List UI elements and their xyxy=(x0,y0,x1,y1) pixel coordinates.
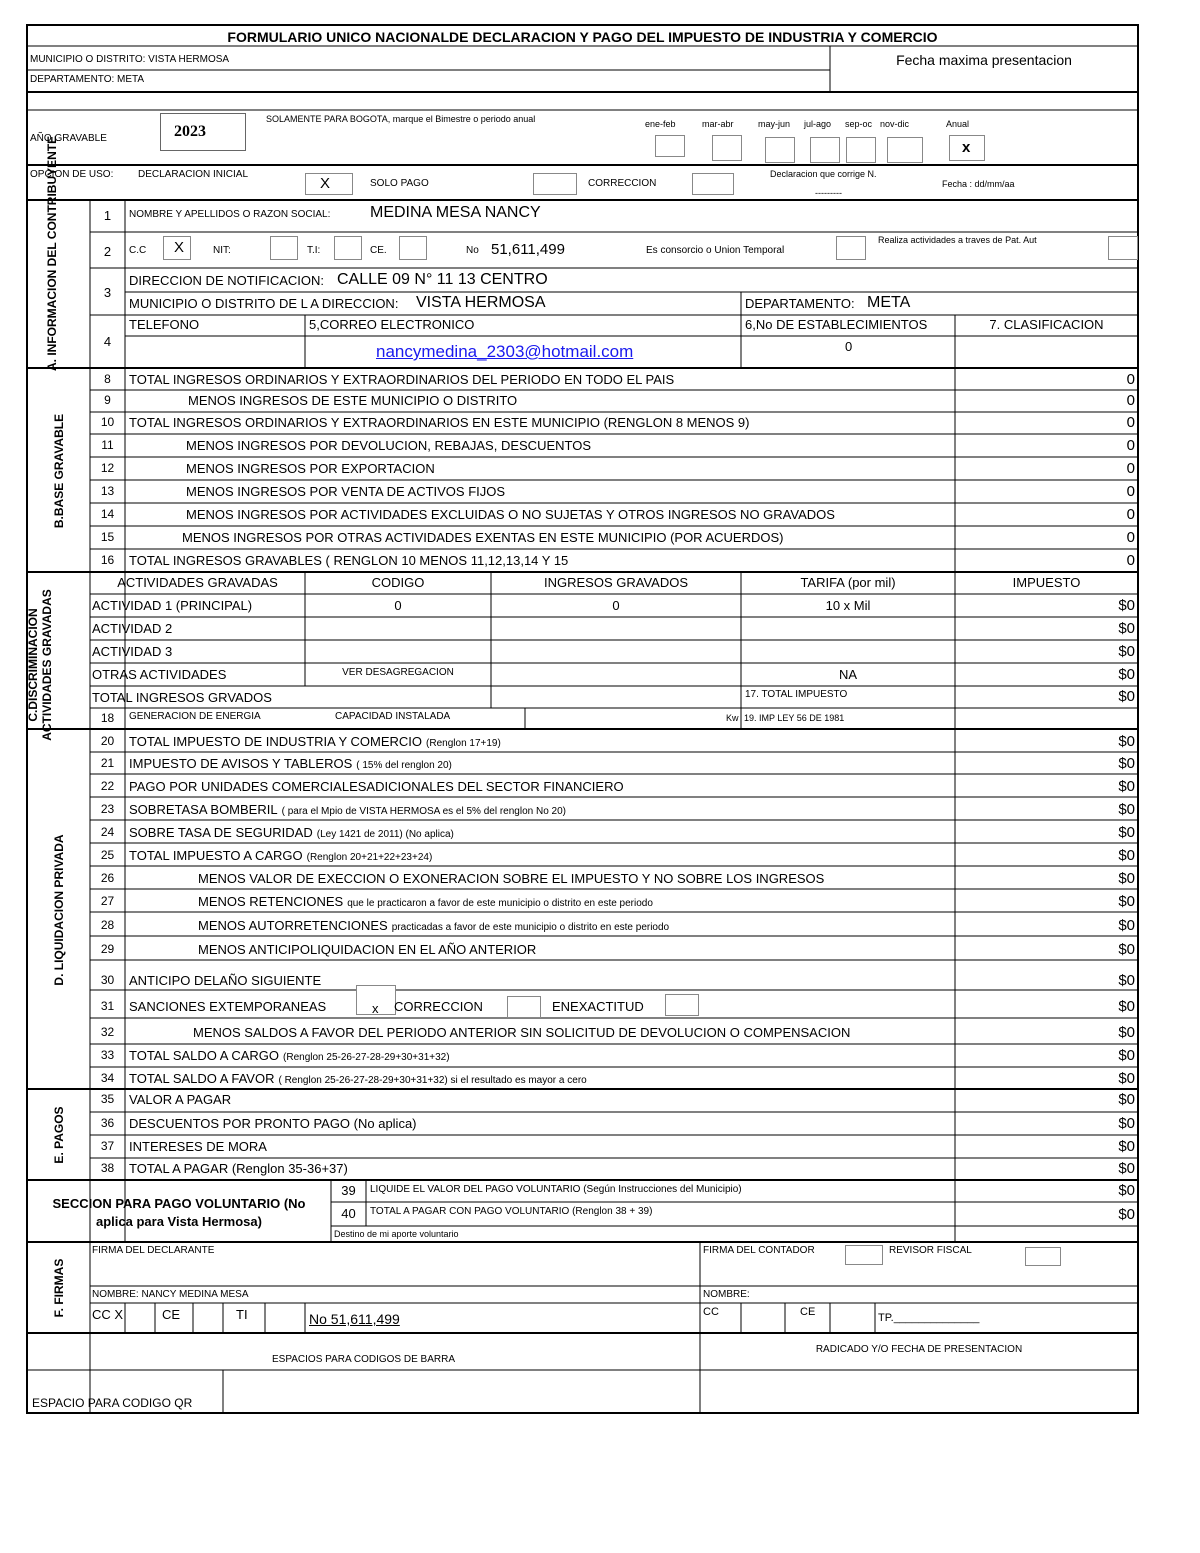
row-label xyxy=(186,439,591,452)
row-label xyxy=(129,1093,231,1106)
row-label xyxy=(182,531,783,544)
row-label xyxy=(129,849,432,863)
actividad-1-impuesto: $0 xyxy=(1118,597,1135,614)
documento-numero: 51,611,499 xyxy=(491,241,565,258)
opcion-uso-label: OPCION DE USO: xyxy=(30,169,114,180)
ce-contador-label: CE xyxy=(800,1306,816,1318)
espacio-codigos-barra: ESPACIOS PARA CODIGOS DE BARRA xyxy=(271,1354,455,1365)
row-number: 37 xyxy=(100,1139,115,1153)
header-tarifa: TARIFA (por mil) xyxy=(800,575,896,590)
row-value: $0 xyxy=(1118,1091,1135,1108)
espacio-codigo-qr: ESPACIO PARA CODIGO QR xyxy=(32,1396,193,1410)
period-mar-abr: mar-abr xyxy=(702,119,734,129)
row-label-note: ( para el Mpio de VISTA HERMOSA es el 5% del renglon No 20) xyxy=(281,806,566,817)
pago-voluntario-label: LIQUIDE EL VALOR DEL PAGO VOLUNTARIO (Según Instrucciones del Municipio) xyxy=(370,1184,742,1195)
period-sep-oc: sep-oc xyxy=(845,119,873,129)
header-ingresos: INGRESOS GRAVADOS xyxy=(544,575,688,590)
row-label-text: MENOS VALOR DE EXECCION O EXONERACION SOBRE EL IMPUESTO Y NO SOBRE LOS INGRESOS xyxy=(198,871,825,886)
checkbox-sep-oc[interactable] xyxy=(846,137,876,163)
voluntario-title-1: SECCION PARA PAGO VOLUNTARIO (No xyxy=(52,1196,306,1211)
row-label xyxy=(129,1162,348,1175)
row-number: 36 xyxy=(100,1116,115,1130)
row-value: $0 xyxy=(1118,1138,1135,1155)
row-label xyxy=(186,462,435,475)
checkbox-contador[interactable] xyxy=(845,1245,883,1265)
row-label xyxy=(129,757,452,771)
otras-actividades-label: OTRAS ACTIVIDADES xyxy=(92,667,227,682)
declaracion-corrige-blank: --------- xyxy=(815,188,842,198)
row-label-text: MENOS INGRESOS POR EXPORTACION xyxy=(186,461,435,476)
checkbox-patrimonio[interactable] xyxy=(1108,236,1138,260)
row-label-text: TOTAL IMPUESTO DE INDUSTRIA Y COMERCIO xyxy=(129,734,423,749)
row-label-text: VALOR A PAGAR xyxy=(129,1092,232,1107)
anual-mark: x xyxy=(962,139,971,156)
row-label-text: TOTAL INGRESOS ORDINARIOS Y EXTRAORDINARIOS DEL PERIODO EN TODO EL PAIS xyxy=(129,372,675,387)
actividad-1-ingresos: 0 xyxy=(612,598,620,613)
cc-label: C.C xyxy=(129,245,147,256)
checkbox-ti[interactable] xyxy=(334,236,362,260)
row-value: 0 xyxy=(1126,460,1135,477)
departamento-direccion-value: META xyxy=(867,294,911,311)
row-value: $0 xyxy=(1118,778,1135,795)
municipio-direccion-label: MUNICIPIO O DISTRITO DE L A DIRECCION: xyxy=(129,296,399,311)
otras-tarifa: NA xyxy=(838,667,858,682)
cc-contador-label: CC xyxy=(703,1306,719,1318)
departamento-label: DEPARTAMENTO: META xyxy=(30,74,145,85)
period-ene-feb: ene-feb xyxy=(645,119,676,129)
section-d-title: D. LIQUIDACION PRIVADA xyxy=(52,834,66,986)
ce-label: CE. xyxy=(370,245,387,256)
bogota-note: SOLAMENTE PARA BOGOTA, marque el Bimestre o periodo anual xyxy=(266,114,536,124)
firma-contador-label: FIRMA DEL CONTADOR xyxy=(703,1245,815,1256)
row-label-note: que le practicaron a favor de este municipio o distrito en este periodo xyxy=(347,898,653,909)
row-value: $0 xyxy=(1118,893,1135,910)
row-number: 13 xyxy=(100,484,115,498)
actividad-1-codigo: 0 xyxy=(394,598,402,613)
row-value: $0 xyxy=(1118,733,1135,750)
sanciones-mark: x xyxy=(372,1001,379,1016)
period-nov-dic: nov-dic xyxy=(880,119,910,129)
no-label: No xyxy=(466,245,479,256)
kw-label: Kw xyxy=(726,713,739,723)
row-label xyxy=(129,416,750,429)
row-label xyxy=(186,508,835,521)
total-impuesto-value: $0 xyxy=(1118,688,1135,705)
telefono-label: TELEFONO xyxy=(129,317,200,332)
row-label xyxy=(129,735,501,749)
generacion-energia-label: GENERACION DE ENERGIA xyxy=(129,711,261,722)
row-label-text: INTERESES DE MORA xyxy=(129,1139,267,1154)
checkbox-consorcio[interactable] xyxy=(836,236,866,260)
row-label-text: PAGO POR UNIDADES COMERCIALESADICIONALES DEL SECTOR FINANCIERO xyxy=(129,779,624,794)
destino-aporte-label: Destino de mi aporte voluntario xyxy=(334,1229,459,1239)
nombre-declarante: NOMBRE: NANCY MEDINA MESA xyxy=(92,1289,249,1300)
row-label xyxy=(129,1140,267,1153)
row-number: 4 xyxy=(103,334,112,349)
checkbox-revisor[interactable] xyxy=(1025,1247,1061,1266)
row-number: 14 xyxy=(100,507,115,521)
nombre-value: MEDINA MESA NANCY xyxy=(370,204,541,221)
row-label xyxy=(198,895,653,909)
row-label-text: MENOS INGRESOS POR VENTA DE ACTIVOS FIJOS xyxy=(186,484,506,499)
row-label-text: TOTAL SALDO A CARGO xyxy=(129,1048,280,1063)
row-value: 0 xyxy=(1126,529,1135,546)
tp-label: TP.______________ xyxy=(878,1312,980,1324)
actividad-3-impuesto: $0 xyxy=(1118,643,1135,660)
revisor-fiscal-label: REVISOR FISCAL xyxy=(889,1245,972,1256)
row-number: 40 xyxy=(341,1206,356,1221)
otras-impuesto: $0 xyxy=(1118,666,1135,683)
row-number: 30 xyxy=(100,973,115,987)
checkbox-correccion[interactable] xyxy=(692,173,734,195)
ti-label: T.I: xyxy=(307,245,321,256)
checkbox-nit[interactable] xyxy=(270,236,298,260)
row-value: $0 xyxy=(1118,917,1135,934)
period-jul-ago: jul-ago xyxy=(804,119,832,129)
row-label-text: IMPUESTO DE AVISOS Y TABLEROS xyxy=(129,756,353,771)
row-number: 18 xyxy=(100,711,115,725)
row-label xyxy=(129,803,566,817)
row-label-text: SANCIONES EXTEMPORANEAS xyxy=(129,999,327,1014)
section-f-title: F. FIRMAS xyxy=(52,1258,66,1318)
row-number: 33 xyxy=(100,1048,115,1062)
fecha-formato: Fecha : dd/mm/aa xyxy=(942,179,1015,189)
row-number: 31 xyxy=(100,999,115,1013)
row-number: 27 xyxy=(100,894,115,908)
row-number: 34 xyxy=(100,1071,115,1085)
header-actividades: ACTIVIDADES GRAVADAS xyxy=(117,575,278,590)
declaracion-inicial-label: DECLARACION INICIAL xyxy=(138,169,249,180)
row-label-text: TOTAL IMPUESTO A CARGO xyxy=(129,848,303,863)
actividad-2-impuesto: $0 xyxy=(1118,620,1135,637)
actividad-2-label: ACTIVIDAD 2 xyxy=(92,621,173,636)
row-value: $0 xyxy=(1118,1070,1135,1087)
row-value: $0 xyxy=(1118,1160,1135,1177)
row-label-text: MENOS AUTORRETENCIONES xyxy=(198,918,388,933)
row-number: 21 xyxy=(100,756,115,770)
row-label-note: (Renglon 17+19) xyxy=(426,738,501,749)
direccion-value: CALLE 09 N° 11 13 CENTRO xyxy=(337,271,548,288)
row-value: $0 xyxy=(1118,801,1135,818)
row-number: 22 xyxy=(100,779,115,793)
municipio-direccion-value: VISTA HERMOSA xyxy=(416,294,546,311)
form-title: FORMULARIO UNICO NACIONALDE DECLARACION Y PAGO DEL IMPUESTO DE INDUSTRIA Y COMERCIO xyxy=(227,29,938,45)
row-label xyxy=(129,780,624,793)
row-value: $0 xyxy=(1118,755,1135,772)
row-label-text: SOBRETASA BOMBERIL xyxy=(129,802,278,817)
row-value: 0 xyxy=(1126,506,1135,523)
row-label-text: MENOS RETENCIONES xyxy=(198,894,344,909)
checkbox-correccion-31[interactable] xyxy=(507,996,541,1018)
row-label-text: MENOS SALDOS A FAVOR DEL PERIODO ANTERIOR SIN SOLICITUD DE DEVOLUCION O COMPENSACION xyxy=(193,1025,851,1040)
firma-declarante-label: FIRMA DEL DECLARANTE xyxy=(92,1245,215,1256)
sanciones-correccion-label: CORRECCION xyxy=(394,999,483,1014)
checkbox-ce[interactable] xyxy=(399,236,427,260)
row-label xyxy=(129,974,321,987)
row-value: $0 xyxy=(1118,1115,1135,1132)
inexactitud-label: ENEXACTITUD xyxy=(552,999,644,1014)
radicado-label: RADICADO Y/O FECHA DE PRESENTACION xyxy=(815,1344,1023,1355)
row-value: $0 xyxy=(1118,998,1135,1015)
row-value: $0 xyxy=(1118,972,1135,989)
declaracion-corrige-label: Declaracion que corrige N. xyxy=(770,169,877,179)
actividad-1-label: ACTIVIDAD 1 (PRINCIPAL) xyxy=(92,598,253,613)
row-number: 24 xyxy=(100,825,115,839)
solo-pago-label: SOLO PAGO xyxy=(370,178,429,189)
row-label-note: (Ley 1421 de 2011) (No aplica) xyxy=(316,829,454,840)
nombre-label: NOMBRE Y APELLIDOS O RAZON SOCIAL: xyxy=(129,209,331,220)
section-c-title: C.DISCRIMINACION ACTIVIDADES GRAVADAS xyxy=(26,589,54,741)
ccx-label: CC X xyxy=(92,1307,124,1322)
row-label-text: SOBRE TASA DE SEGURIDAD xyxy=(129,825,313,840)
actividad-1-tarifa: 10 x Mil xyxy=(825,598,871,613)
row-number: 20 xyxy=(100,734,115,748)
direccion-label: DIRECCION DE NOTIFICACION: xyxy=(129,273,325,288)
row-number: 25 xyxy=(100,848,115,862)
row-number: 15 xyxy=(100,530,115,544)
row-label xyxy=(129,373,674,386)
row-number: 35 xyxy=(100,1092,115,1106)
row-label-text: MENOS INGRESOS POR DEVOLUCION, REBAJAS, DESCUENTOS xyxy=(186,438,592,453)
row-number: 16 xyxy=(100,553,115,567)
row-number: 26 xyxy=(100,871,115,885)
cc-mark: X xyxy=(174,239,185,256)
row-label-note: ( Renglon 25-26-27-28-29+30+31+32) si el resultado es mayor a cero xyxy=(278,1075,587,1086)
row-label-text: TOTAL SALDO A FAVOR xyxy=(129,1071,275,1086)
row-label xyxy=(129,826,454,840)
total-ingresos-gravados-label: TOTAL INGRESOS GRVADOS xyxy=(92,690,272,705)
consorcio-label: Es consorcio o Union Temporal xyxy=(646,245,785,256)
row-value: $0 xyxy=(1118,941,1135,958)
row-value: $0 xyxy=(1118,1024,1135,1041)
row-number: 11 xyxy=(101,438,114,452)
row-value: 0 xyxy=(1126,414,1135,431)
row-number: 9 xyxy=(104,393,111,407)
row-number: 10 xyxy=(100,415,115,429)
row-label xyxy=(129,1000,326,1013)
row-label-text: MENOS INGRESOS POR ACTIVIDADES EXCLUIDAS O NO SUJETAS Y OTROS INGRESOS NO GRAVADOS xyxy=(186,507,835,522)
establecimientos-label: 6,No DE ESTABLECIMIENTOS xyxy=(745,317,928,332)
row-label-text: MENOS INGRESOS POR OTRAS ACTIVIDADES EXENTAS EN ESTE MUNICIPIO (POR ACUERDOS) xyxy=(182,530,784,545)
row-value: $0 xyxy=(1118,1047,1135,1064)
checkbox-ene-feb[interactable] xyxy=(655,135,685,157)
correccion-label: CORRECCION xyxy=(588,178,657,189)
row-label-note: (Renglon 25-26-27-28-29+30+31+32) xyxy=(283,1052,450,1063)
row-label-note: ( 15% del renglon 20) xyxy=(356,760,452,771)
row-label xyxy=(198,872,824,885)
row-value: $0 xyxy=(1118,847,1135,864)
row-label-text: TOTAL INGRESOS GRAVABLES ( RENGLON 10 MENOS 11,12,13,14 Y 15 xyxy=(129,553,569,568)
row-label-text: TOTAL INGRESOS ORDINARIOS Y EXTRAORDINARIOS EN ESTE MUNICIPIO (RENGLON 8 MENOS 9) xyxy=(129,415,750,430)
row-label xyxy=(129,1049,450,1063)
fecha-maxima: Fecha maxima presentacion xyxy=(896,52,1072,68)
row-number: 8 xyxy=(104,372,111,386)
checkbox-jul-ago[interactable] xyxy=(810,137,840,163)
row-value: $0 xyxy=(1118,870,1135,887)
row-label xyxy=(198,919,669,933)
patrimonio-label: Realiza actividades a traves de Pat. Aut xyxy=(878,235,1037,245)
checkbox-mar-abr[interactable] xyxy=(712,135,742,161)
total-voluntario-value: $0 xyxy=(1118,1206,1135,1223)
row-label-note: (Renglon 20+21+22+23+24) xyxy=(306,852,433,863)
total-voluntario-label: TOTAL A PAGAR CON PAGO VOLUNTARIO (Renglon 38 + 39) xyxy=(370,1206,653,1217)
row-label xyxy=(193,1026,850,1039)
row-label-text: MENOS ANTICIPOLIQUIDACION EN EL AÑO ANTERIOR xyxy=(198,942,537,957)
row-label xyxy=(198,943,536,956)
row-label-note: practicadas a favor de este municipio o distrito en este periodo xyxy=(391,922,670,933)
anio-gravable-value: 2023 xyxy=(174,123,206,140)
section-a-title: A. INFORMACION DEL CONTRIBUYENTE xyxy=(45,135,59,371)
departamento-direccion-label: DEPARTAMENTO: xyxy=(745,296,855,311)
row-value: 0 xyxy=(1126,371,1135,388)
row-number: 29 xyxy=(100,942,115,956)
row-label xyxy=(129,554,568,567)
capacidad-instalada-label: CAPACIDAD INSTALADA xyxy=(335,711,451,722)
row-label-text: TOTAL A PAGAR (Renglon 35-36+37) xyxy=(129,1161,348,1176)
header-impuesto: IMPUESTO xyxy=(1012,575,1081,590)
row-label-text: DESCUENTOS POR PRONTO PAGO (No aplica) xyxy=(129,1116,417,1131)
nit-label: NIT: xyxy=(213,245,231,256)
row-label-text: ANTICIPO DELAÑO SIGUIENTE xyxy=(129,973,322,988)
inicial-mark: X xyxy=(320,175,331,192)
row-number: 39 xyxy=(341,1183,356,1198)
row-label-text: MENOS INGRESOS DE ESTE MUNICIPIO O DISTRITO xyxy=(188,393,518,408)
pago-voluntario-value: $0 xyxy=(1118,1182,1135,1199)
clasificacion-label: 7. CLASIFICACION xyxy=(989,317,1104,332)
row-value: 0 xyxy=(1126,392,1135,409)
period-may-jun: may-jun xyxy=(758,119,791,129)
row-value: 0 xyxy=(1126,437,1135,454)
ti-label-firma: TI xyxy=(236,1307,248,1322)
row-label xyxy=(129,1072,587,1086)
checkbox-inexactitud[interactable] xyxy=(665,994,699,1016)
row-label xyxy=(188,394,517,407)
ley-56-label: 19. IMP LEY 56 DE 1981 xyxy=(744,713,845,723)
row-number: 3 xyxy=(103,285,112,300)
row-number: 2 xyxy=(103,244,112,259)
section-e-title: E. PAGOS xyxy=(52,1106,66,1164)
row-label xyxy=(129,1117,417,1130)
row-label xyxy=(186,485,505,498)
row-number: 28 xyxy=(100,918,115,932)
row-value: 0 xyxy=(1126,483,1135,500)
row-value: $0 xyxy=(1118,824,1135,841)
header-codigo: CODIGO xyxy=(371,575,425,590)
checkbox-nov-dic[interactable] xyxy=(887,137,923,163)
nombre-contador: NOMBRE: xyxy=(703,1289,750,1300)
anio-gravable-label: AÑO GRAVABLE xyxy=(30,133,107,144)
row-number: 38 xyxy=(100,1161,115,1175)
period-anual: Anual xyxy=(946,119,970,129)
row-value: 0 xyxy=(1126,552,1135,569)
ce-label-firma: CE xyxy=(162,1307,181,1322)
voluntario-title-2: aplica para Vista Hermosa) xyxy=(96,1214,262,1229)
establecimientos-value: 0 xyxy=(845,339,853,354)
row-number: 23 xyxy=(100,802,115,816)
municipio-label: MUNICIPIO O DISTRITO: VISTA HERMOSA xyxy=(30,54,230,65)
checkbox-may-jun[interactable] xyxy=(765,137,795,163)
email-link[interactable]: nancymedina_2303@hotmail.com xyxy=(376,342,634,361)
section-b-title: B.BASE GRAVABLE xyxy=(52,413,66,529)
documento-firma: No 51,611,499 xyxy=(309,1311,400,1327)
row-number: 32 xyxy=(100,1025,115,1039)
total-impuesto-label: 17. TOTAL IMPUESTO xyxy=(745,689,848,700)
ver-desagregacion[interactable]: VER DESAGREGACION xyxy=(342,667,454,678)
checkbox-solo-pago[interactable] xyxy=(533,173,577,195)
correo-label: 5,CORREO ELECTRONICO xyxy=(309,317,475,332)
row-number: 1 xyxy=(103,208,112,223)
row-number: 12 xyxy=(100,461,115,475)
actividad-3-label: ACTIVIDAD 3 xyxy=(92,644,173,659)
